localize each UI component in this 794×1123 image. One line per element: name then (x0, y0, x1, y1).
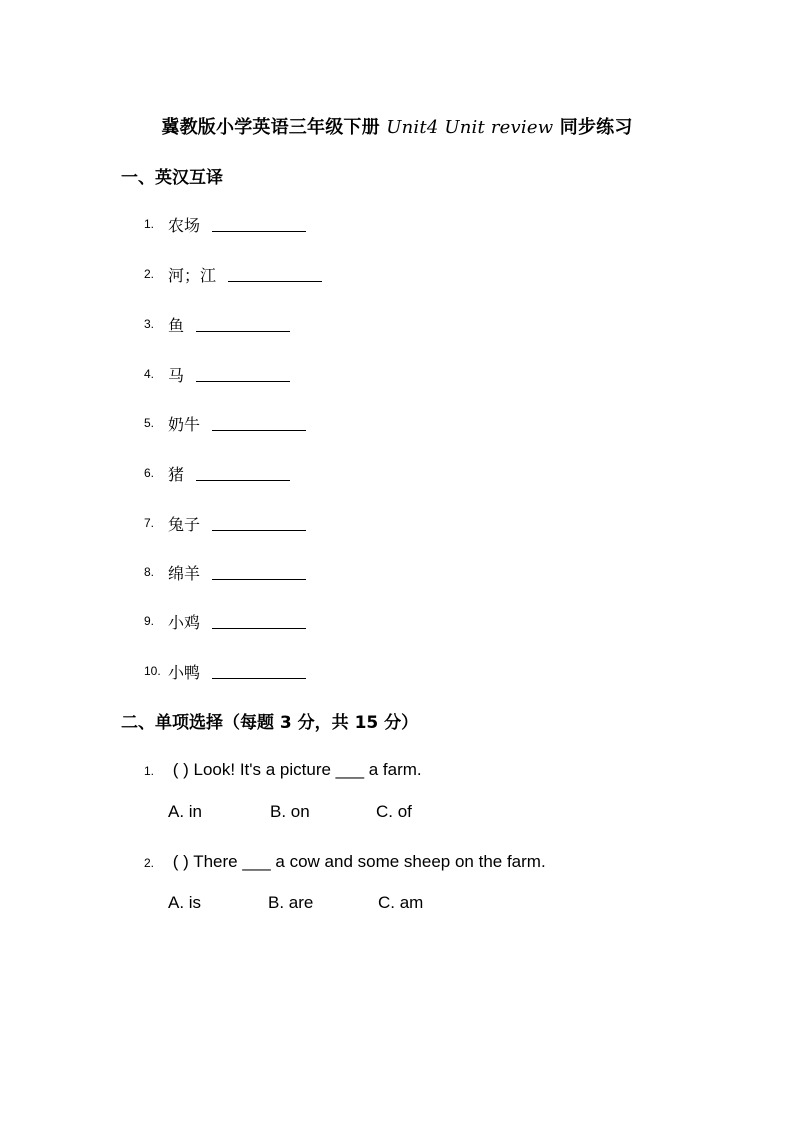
option-c[interactable]: C. of (376, 802, 412, 821)
question-number: 1. (144, 764, 155, 778)
question-number: 2. (144, 856, 155, 870)
item-number: 4. (144, 367, 155, 381)
option-b[interactable]: B. on (270, 802, 310, 821)
title-cn-prefix: 冀教版小学英语三年级下册 (161, 117, 380, 138)
vocab-item (144, 511, 306, 535)
answer-blank[interactable] (196, 367, 290, 382)
item-word: 马 (168, 365, 185, 385)
item-number: 10. (144, 664, 161, 678)
answer-blank[interactable] (212, 614, 306, 629)
vocab-item (144, 659, 306, 683)
item-word: 绵羊 (168, 563, 201, 583)
answer-blank[interactable] (196, 317, 290, 332)
page-title (0, 113, 794, 139)
item-word: 小鸭 (168, 662, 201, 682)
item-word: 鱼 (168, 315, 185, 335)
question (144, 852, 546, 872)
item-number: 9. (144, 614, 155, 628)
vocab-item (144, 212, 306, 236)
vocab-item (144, 262, 322, 286)
item-word: 小鸡 (168, 612, 201, 632)
vocab-item (144, 609, 306, 633)
answer-blank[interactable] (228, 267, 322, 282)
answer-blank[interactable] (212, 416, 306, 431)
item-number: 5. (144, 416, 155, 430)
answer-blank[interactable] (196, 466, 290, 481)
item-word: 农场 (168, 215, 201, 235)
vocab-item (144, 312, 290, 336)
item-number: 1. (144, 217, 155, 231)
vocab-item (144, 362, 290, 386)
item-number: 2. (144, 267, 155, 281)
vocab-item (144, 461, 290, 485)
item-word: 兔子 (168, 514, 201, 534)
option-c[interactable]: C. am (378, 893, 424, 912)
answer-blank[interactable] (212, 565, 306, 580)
question-text: ( ) Look! It's a picture ___ a farm. (172, 760, 422, 779)
question-text: ( ) There ___ a cow and some sheep on the farm. (172, 852, 546, 871)
item-number: 6. (144, 466, 155, 480)
item-word: 猪 (168, 464, 185, 484)
option-a[interactable]: A. in (168, 802, 203, 821)
section2-heading: 二、单项选择（每题 3 分，共 15 分） (121, 713, 419, 733)
answer-blank[interactable] (212, 217, 306, 232)
vocab-item (144, 560, 306, 584)
item-word: 奶牛 (168, 414, 201, 434)
item-number: 7. (144, 516, 155, 530)
section1-heading: 一、英汉互译 (121, 168, 223, 188)
option-b[interactable]: B. are (268, 893, 314, 912)
answer-blank[interactable] (212, 664, 306, 679)
option-a[interactable]: A. is (168, 893, 202, 912)
item-word: 河；江 (168, 265, 217, 285)
title-en-part: Unit4 Unit review (386, 117, 554, 138)
question (144, 760, 422, 780)
vocab-item (144, 411, 306, 435)
title-cn-suffix: 同步练习 (559, 117, 633, 138)
answer-blank[interactable] (212, 516, 306, 531)
item-number: 3. (144, 317, 155, 331)
item-number: 8. (144, 565, 155, 579)
